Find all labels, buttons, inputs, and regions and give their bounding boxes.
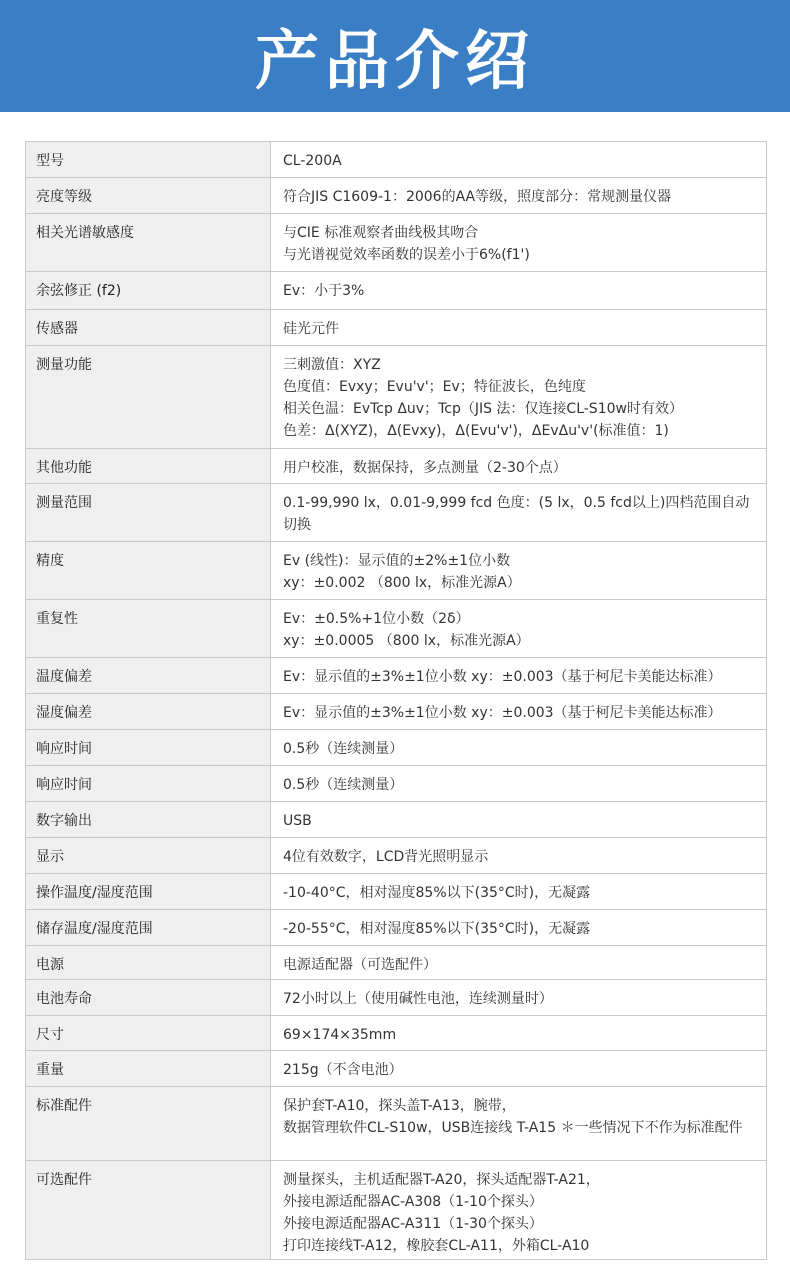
spec-value-line: 与CIE 标准观察者曲线极其吻合 [283,225,479,241]
spec-value [271,1016,766,1050]
spec-label: 余弦修正 (f2) [26,272,271,309]
spec-value-line: Ev：±0.5%+1位小数（2δ） [283,611,470,627]
spec-value-line: CL-200A [283,153,342,169]
spec-label: 标准配件 [26,1087,271,1160]
spec-value-line: 色度值：Evxy；Evu'v'；Ev；特征波长，色纯度 [283,379,586,395]
spec-value [271,600,766,657]
spec-value [271,142,766,177]
spec-value-line: 色差：Δ(XYZ)，Δ(Evxy)，Δ(Evu'v')，ΔEvΔu'v'(标准值：1) [283,423,669,439]
spec-value-line: xy：±0.0005 （800 lx，标准光源A） [283,633,530,649]
page-title: 产品介绍 [255,25,535,99]
spec-row [26,1016,766,1051]
spec-label: 重复性 [26,600,271,657]
spec-label: 传感器 [26,310,271,345]
spec-row [26,142,766,178]
spec-value [271,214,766,271]
spec-value-line: -10-40°C，相对湿度85%以下(35°C时)，无凝露 [283,885,591,901]
spec-value-line: xy：±0.002 （800 lx，标准光源A） [283,575,521,591]
spec-row [26,272,766,310]
spec-row [26,484,766,542]
spec-value [271,980,766,1015]
spec-label: 重量 [26,1051,271,1086]
spec-value-line: 用户校准，数据保持，多点测量（2-30个点） [283,460,567,476]
spec-value-line: 测量探头，主机适配器T-A20，探头适配器T-A21， [283,1172,600,1188]
spec-row [26,214,766,272]
spec-row [26,346,766,449]
spec-label: 测量范围 [26,484,271,541]
spec-value [271,838,766,873]
spec-value [271,346,766,448]
spec-value-line: 72小时以上（使用碱性电池，连续测量时） [283,991,553,1007]
spec-row [26,542,766,600]
spec-label: 响应时间 [26,730,271,765]
spec-label: 操作温度/湿度范围 [26,874,271,909]
spec-table [25,141,767,1260]
spec-row [26,874,766,910]
spec-label: 电源 [26,946,271,979]
spec-value-line: 相关色温：EvTcp Δuv；Tcp（JIS 法：仅连接CL-S10w时有效） [283,401,683,417]
spec-row [26,730,766,766]
spec-value-line: 0.1-99,990 lx，0.01-9,999 fcd 色度：(5 lx，0.5 fcd以上)四档范围自动切换 [283,495,750,533]
spec-value [271,946,766,979]
spec-label: 温度偏差 [26,658,271,693]
spec-value-line: 外接电源适配器AC-A308（1-10个探头） [283,1194,543,1210]
spec-value-line: 保护套T-A10，探头盖T-A13，腕带， [283,1098,516,1114]
spec-value [271,272,766,309]
spec-label: 型号 [26,142,271,177]
spec-label: 亮度等级 [26,178,271,213]
header-banner [0,0,790,112]
spec-value-line: 215g（不含电池） [283,1062,403,1078]
spec-value [271,694,766,729]
spec-row [26,178,766,214]
spec-label: 显示 [26,838,271,873]
spec-value-line: Ev：小于3% [283,283,365,299]
spec-value [271,1087,766,1160]
spec-row [26,838,766,874]
spec-value-line: 外接电源适配器AC-A311（1-30个探头） [283,1216,543,1232]
spec-value-line: 电源适配器（可选配件） [283,957,437,973]
spec-value-line: USB [283,813,312,829]
spec-row [26,310,766,346]
spec-value [271,802,766,837]
spec-label: 相关光谱敏感度 [26,214,271,271]
spec-value-line: -20-55°C，相对湿度85%以下(35°C时)，无凝露 [283,921,591,937]
spec-value-line: 打印连接线T-A12，橡胶套CL-A11，外箱CL-A10 [283,1238,590,1254]
spec-label: 可选配件 [26,1161,271,1259]
spec-value [271,1161,766,1259]
spec-value [271,178,766,213]
spec-value-line: 符合JIS C1609-1：2006的AA等级，照度部分：常规测量仪器 [283,189,672,205]
spec-value-line: Ev：显示值的±3%±1位小数 xy：±0.003（基于柯尼卡美能达标准） [283,669,722,685]
spec-label: 储存温度/湿度范围 [26,910,271,945]
spec-row [26,694,766,730]
spec-value-line: 4位有效数字，LCD背光照明显示 [283,849,489,865]
spec-row [26,600,766,658]
spec-row [26,1161,766,1259]
spec-value [271,484,766,541]
spec-label: 精度 [26,542,271,599]
spec-value [271,449,766,483]
spec-value [271,658,766,693]
spec-row [26,766,766,802]
spec-label: 数字输出 [26,802,271,837]
spec-value-line: Ev：显示值的±3%±1位小数 xy：±0.003（基于柯尼卡美能达标准） [283,705,722,721]
spec-label: 响应时间 [26,766,271,801]
spec-value [271,730,766,765]
spec-row [26,946,766,980]
spec-label: 电池寿命 [26,980,271,1015]
spec-value [271,310,766,345]
spec-value [271,874,766,909]
spec-label: 其他功能 [26,449,271,483]
spec-value-line: Ev (线性)：显示值的±2%±1位小数 [283,553,511,569]
spec-value-line: 与光谱视觉效率函数的误差小于6%(f1') [283,247,530,263]
spec-value-line: 0.5秒（连续测量） [283,741,404,757]
spec-value-line: 数据管理软件CL-S10w，USB连接线 T-A15 ＊一些情况下不作为标准配件 [283,1120,743,1136]
spec-row [26,1087,766,1161]
spec-value [271,542,766,599]
spec-value-line: 0.5秒（连续测量） [283,777,404,793]
spec-value-line: 69×174×35mm [283,1027,397,1043]
spec-row [26,1051,766,1087]
spec-value [271,910,766,945]
spec-row [26,449,766,484]
spec-label: 湿度偏差 [26,694,271,729]
spec-row [26,980,766,1016]
spec-row [26,802,766,838]
spec-value [271,766,766,801]
spec-value-line: 硅光元件 [283,321,339,337]
spec-value-line: 三刺激值：XYZ [283,357,381,373]
spec-label: 测量功能 [26,346,271,448]
spec-row [26,658,766,694]
spec-value [271,1051,766,1086]
spec-label: 尺寸 [26,1016,271,1050]
spec-row [26,910,766,946]
